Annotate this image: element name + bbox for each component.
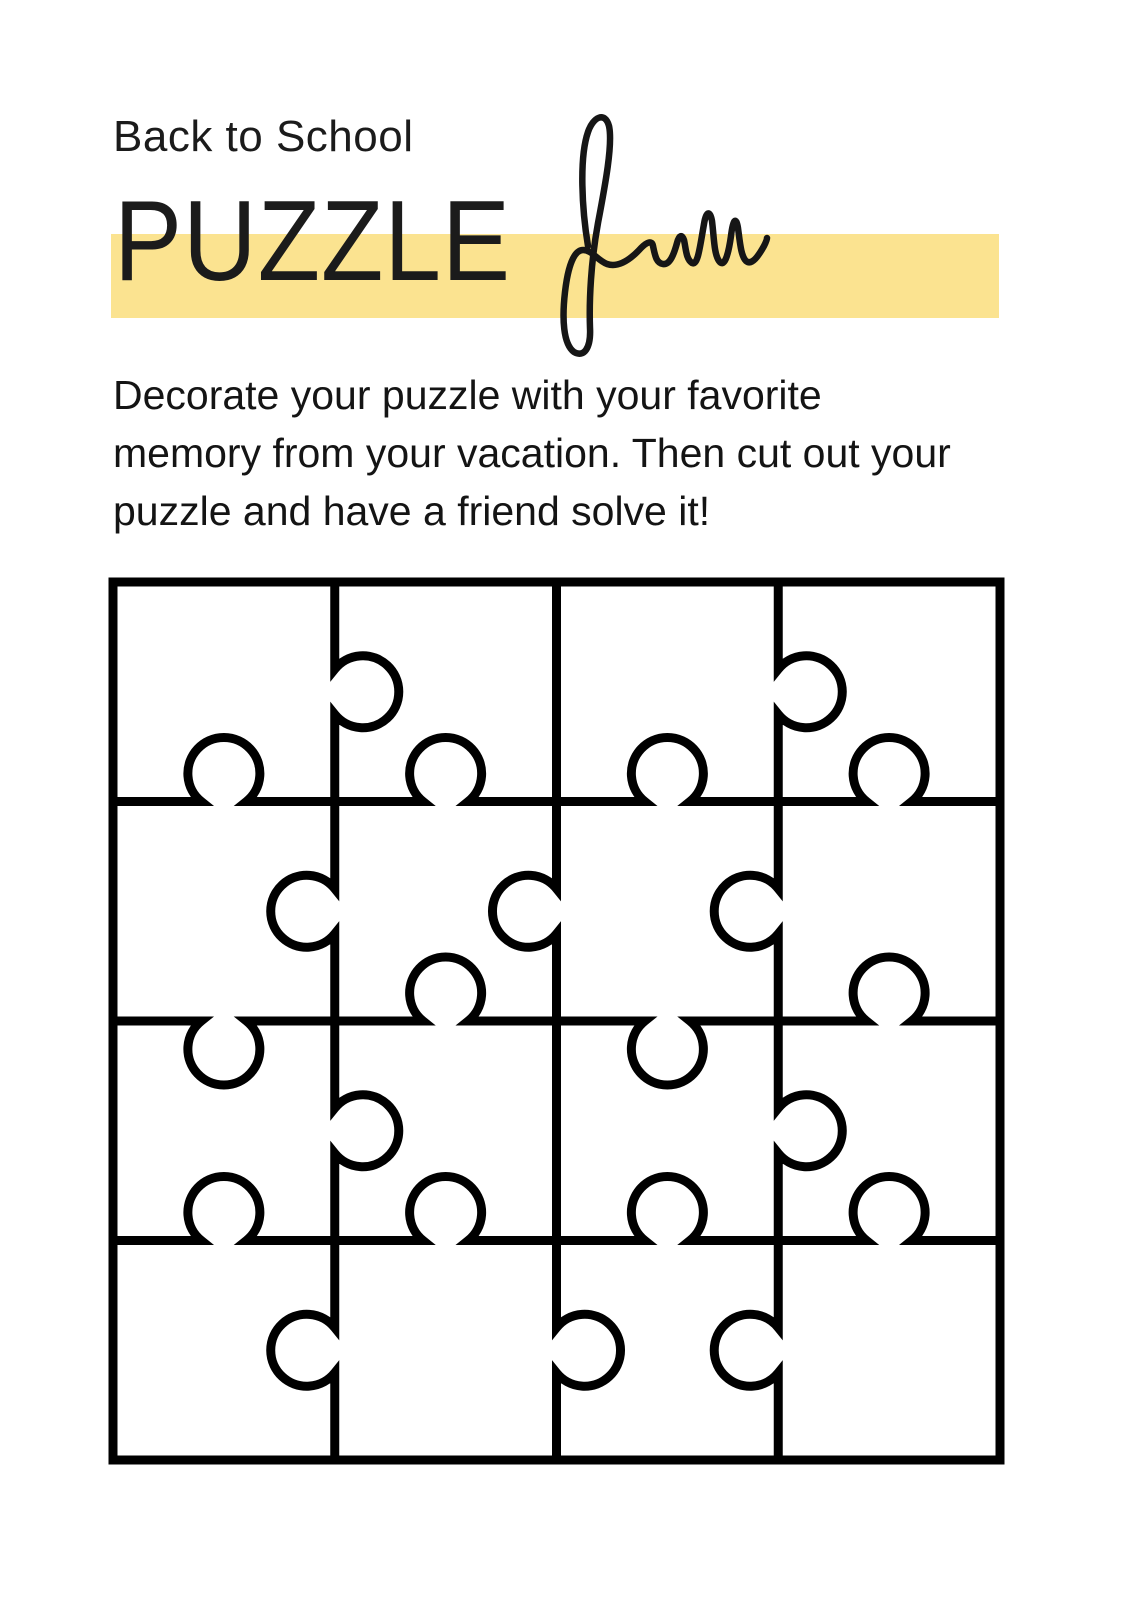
instruction-line: Decorate your puzzle with your favorite: [113, 372, 822, 418]
instruction-line: memory from your vacation. Then cut out your: [113, 430, 951, 476]
page-title: PUZZLE: [114, 177, 512, 305]
eyebrow-heading: Back to School: [113, 112, 414, 161]
instruction-line: puzzle and have a friend solve it!: [113, 488, 711, 534]
puzzle-piece-edges: [113, 582, 1000, 1460]
